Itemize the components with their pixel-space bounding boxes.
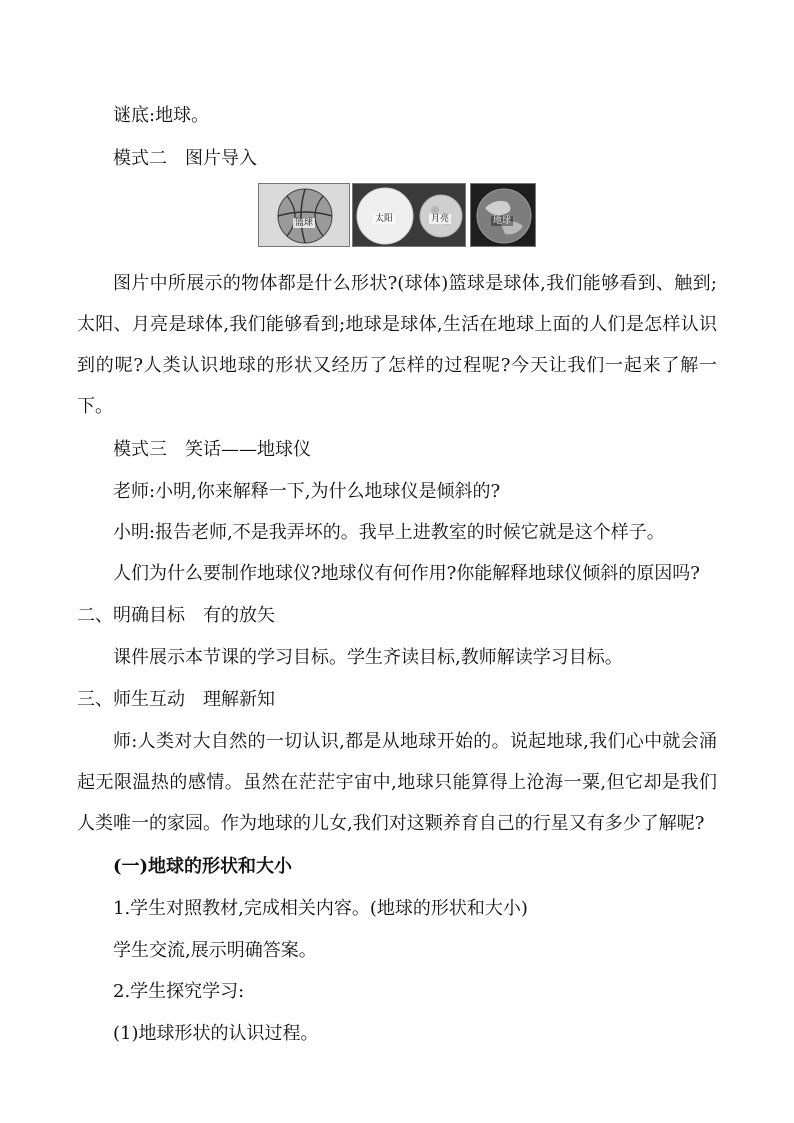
- picture-strip: [258, 183, 536, 247]
- sun-moon-image: [352, 183, 466, 247]
- section-three-heading: 三、师生互动 理解新知: [77, 689, 275, 710]
- moon-label: 月亮: [431, 214, 450, 224]
- globe-question: 人们为什么要制作地球仪?地球仪有何作用?你能解释地球仪倾斜的原因吗?: [113, 563, 700, 584]
- step-one: 1.学生对照教材,完成相关内容。(地球的形状和大小): [113, 898, 528, 919]
- basketball-label: 篮球: [295, 218, 314, 228]
- section-two-heading: 二、明确目标 有的放矢: [77, 605, 275, 626]
- xiaoming-answer: 小明:报告老师,不是我弄坏的。我早上进教室的时候它就是这个样子。: [113, 522, 665, 543]
- exchange-line: 学生交流,展示明确答案。: [113, 940, 317, 961]
- riddle-answer: 谜底:地球。: [113, 105, 210, 126]
- step-two: 2.学生探究学习:: [113, 981, 245, 1002]
- picture-intro-paragraph: 图片中所展示的物体都是什么形状?(球体)篮球是球体,我们能够看到、触到;太阳、月亮是球体,我们能够看到;地球是球体,生活在地球上面的人们是怎样认识到的呢?人类认识地球的形状又经历了怎样的过程呢?今天让我们一起来了解一下。: [77, 273, 717, 417]
- basketball-image: [258, 183, 350, 247]
- step-two-one: (1)地球形状的认识过程。: [113, 1023, 319, 1044]
- mode-two-heading: 模式二 图片导入: [113, 148, 257, 169]
- teacher-paragraph: 师:人类对大自然的一切认识,都是从地球开始的。说起地球,我们心中就会涌起无限温热的感情。虽然在茫茫宇宙中,地球只能算得上沧海一粟,但它却是我们人类唯一的家园。作为地球的儿女,我们对这颗养育自己的行星又有多少了解呢?: [77, 731, 717, 834]
- earth-label: 地球: [493, 216, 512, 226]
- courseware-line: 课件展示本节课的学习目标。学生齐读目标,教师解读学习目标。: [113, 647, 623, 668]
- sun-label: 太阳: [375, 214, 394, 224]
- teacher-question: 老师:小明,你来解释一下,为什么地球仪是倾斜的?: [113, 481, 501, 502]
- mode-three-heading: 模式三 笑话——地球仪: [113, 439, 311, 460]
- earth-image: [470, 183, 536, 247]
- subsection-one-heading: (一)地球的形状和大小: [113, 856, 293, 877]
